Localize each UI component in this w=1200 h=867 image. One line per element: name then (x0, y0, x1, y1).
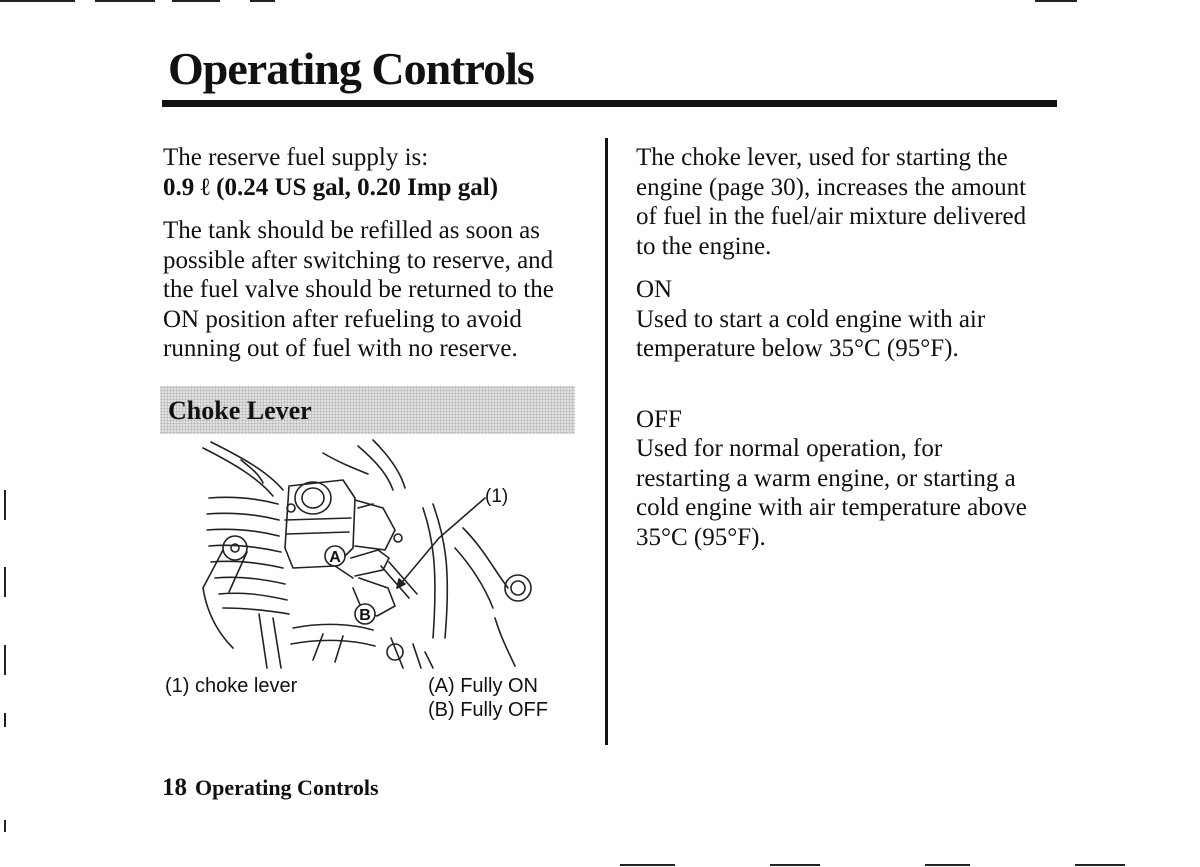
page-footer (162, 774, 379, 802)
caption-positions (428, 674, 548, 722)
section-title: Choke Lever (168, 396, 312, 425)
column-divider (605, 138, 608, 745)
scan-edge-mark (95, 0, 155, 2)
marker-b: B (359, 607, 371, 624)
on-description-line: Used to start a cold engine with air (636, 305, 986, 333)
scan-edge-mark (925, 864, 970, 866)
scan-edge-mark (620, 864, 675, 866)
refill-note-line: running out of fuel with no reserve. (163, 335, 518, 362)
right-column (636, 143, 1056, 552)
title-rule (162, 100, 1057, 107)
scan-edge-mark (0, 0, 75, 2)
refill-note-line: possible after switching to reserve, and (163, 246, 554, 274)
on-description-line: temperature below 35°C (95°F). (636, 335, 959, 362)
choke-lever-illustration (163, 438, 573, 670)
off-description-line: cold engine with air temperature above (636, 494, 1027, 521)
scan-edge-mark (250, 0, 275, 2)
reserve-intro: The reserve fuel supply is: (163, 144, 429, 171)
footer-section-label: Operating Controls (195, 775, 379, 800)
scan-edge-mark (1035, 0, 1077, 2)
scan-edge-mark (4, 567, 6, 597)
section-heading-band (160, 386, 575, 434)
choke-description-line: The choke lever, used for starting the (636, 144, 1008, 171)
off-description-line: 35°C (95°F). (636, 523, 766, 551)
scan-edge-mark (1075, 864, 1125, 866)
scan-edge-mark (4, 645, 6, 675)
choke-description-line: engine (page 30), increases the amount (636, 173, 1027, 201)
off-description-line: Used for normal operation, for (636, 435, 943, 462)
choke-description (636, 143, 1056, 261)
on-label: ON (636, 276, 673, 303)
caption-choke-lever: (1) choke lever (165, 675, 298, 697)
scan-edge-mark (4, 820, 6, 832)
off-description-line: restarting a warm engine, or starting a (636, 464, 1016, 492)
scan-edge-mark (4, 490, 6, 520)
caption-fully-on: (A) Fully ON (428, 675, 538, 697)
refill-note (163, 216, 593, 364)
refill-note-line: The tank should be refilled as soon as (163, 217, 540, 244)
refill-note-line: the fuel valve should be returned to the (163, 276, 554, 303)
scan-edge-mark (172, 0, 220, 2)
caption-fully-off: (B) Fully OFF (428, 699, 548, 721)
scan-edge-mark (4, 713, 6, 727)
left-column (163, 143, 593, 364)
marker-a: A (329, 549, 341, 566)
scan-edge-mark (770, 864, 820, 866)
on-description (636, 305, 1056, 364)
page-title: Operating Controls (168, 43, 534, 94)
choke-description-line: of fuel in the fuel/air mixture delivered (636, 203, 1027, 230)
choke-description-line: to the engine. (636, 232, 772, 260)
off-description (636, 434, 1056, 552)
callout-1: (1) (485, 486, 509, 507)
reserve-amount: 0.9 ℓ (0.24 US gal, 0.20 Imp gal) (163, 173, 499, 201)
page-number: 18 (162, 774, 187, 801)
off-label: OFF (636, 405, 682, 433)
refill-note-line: ON position after refueling to avoid (163, 305, 522, 333)
